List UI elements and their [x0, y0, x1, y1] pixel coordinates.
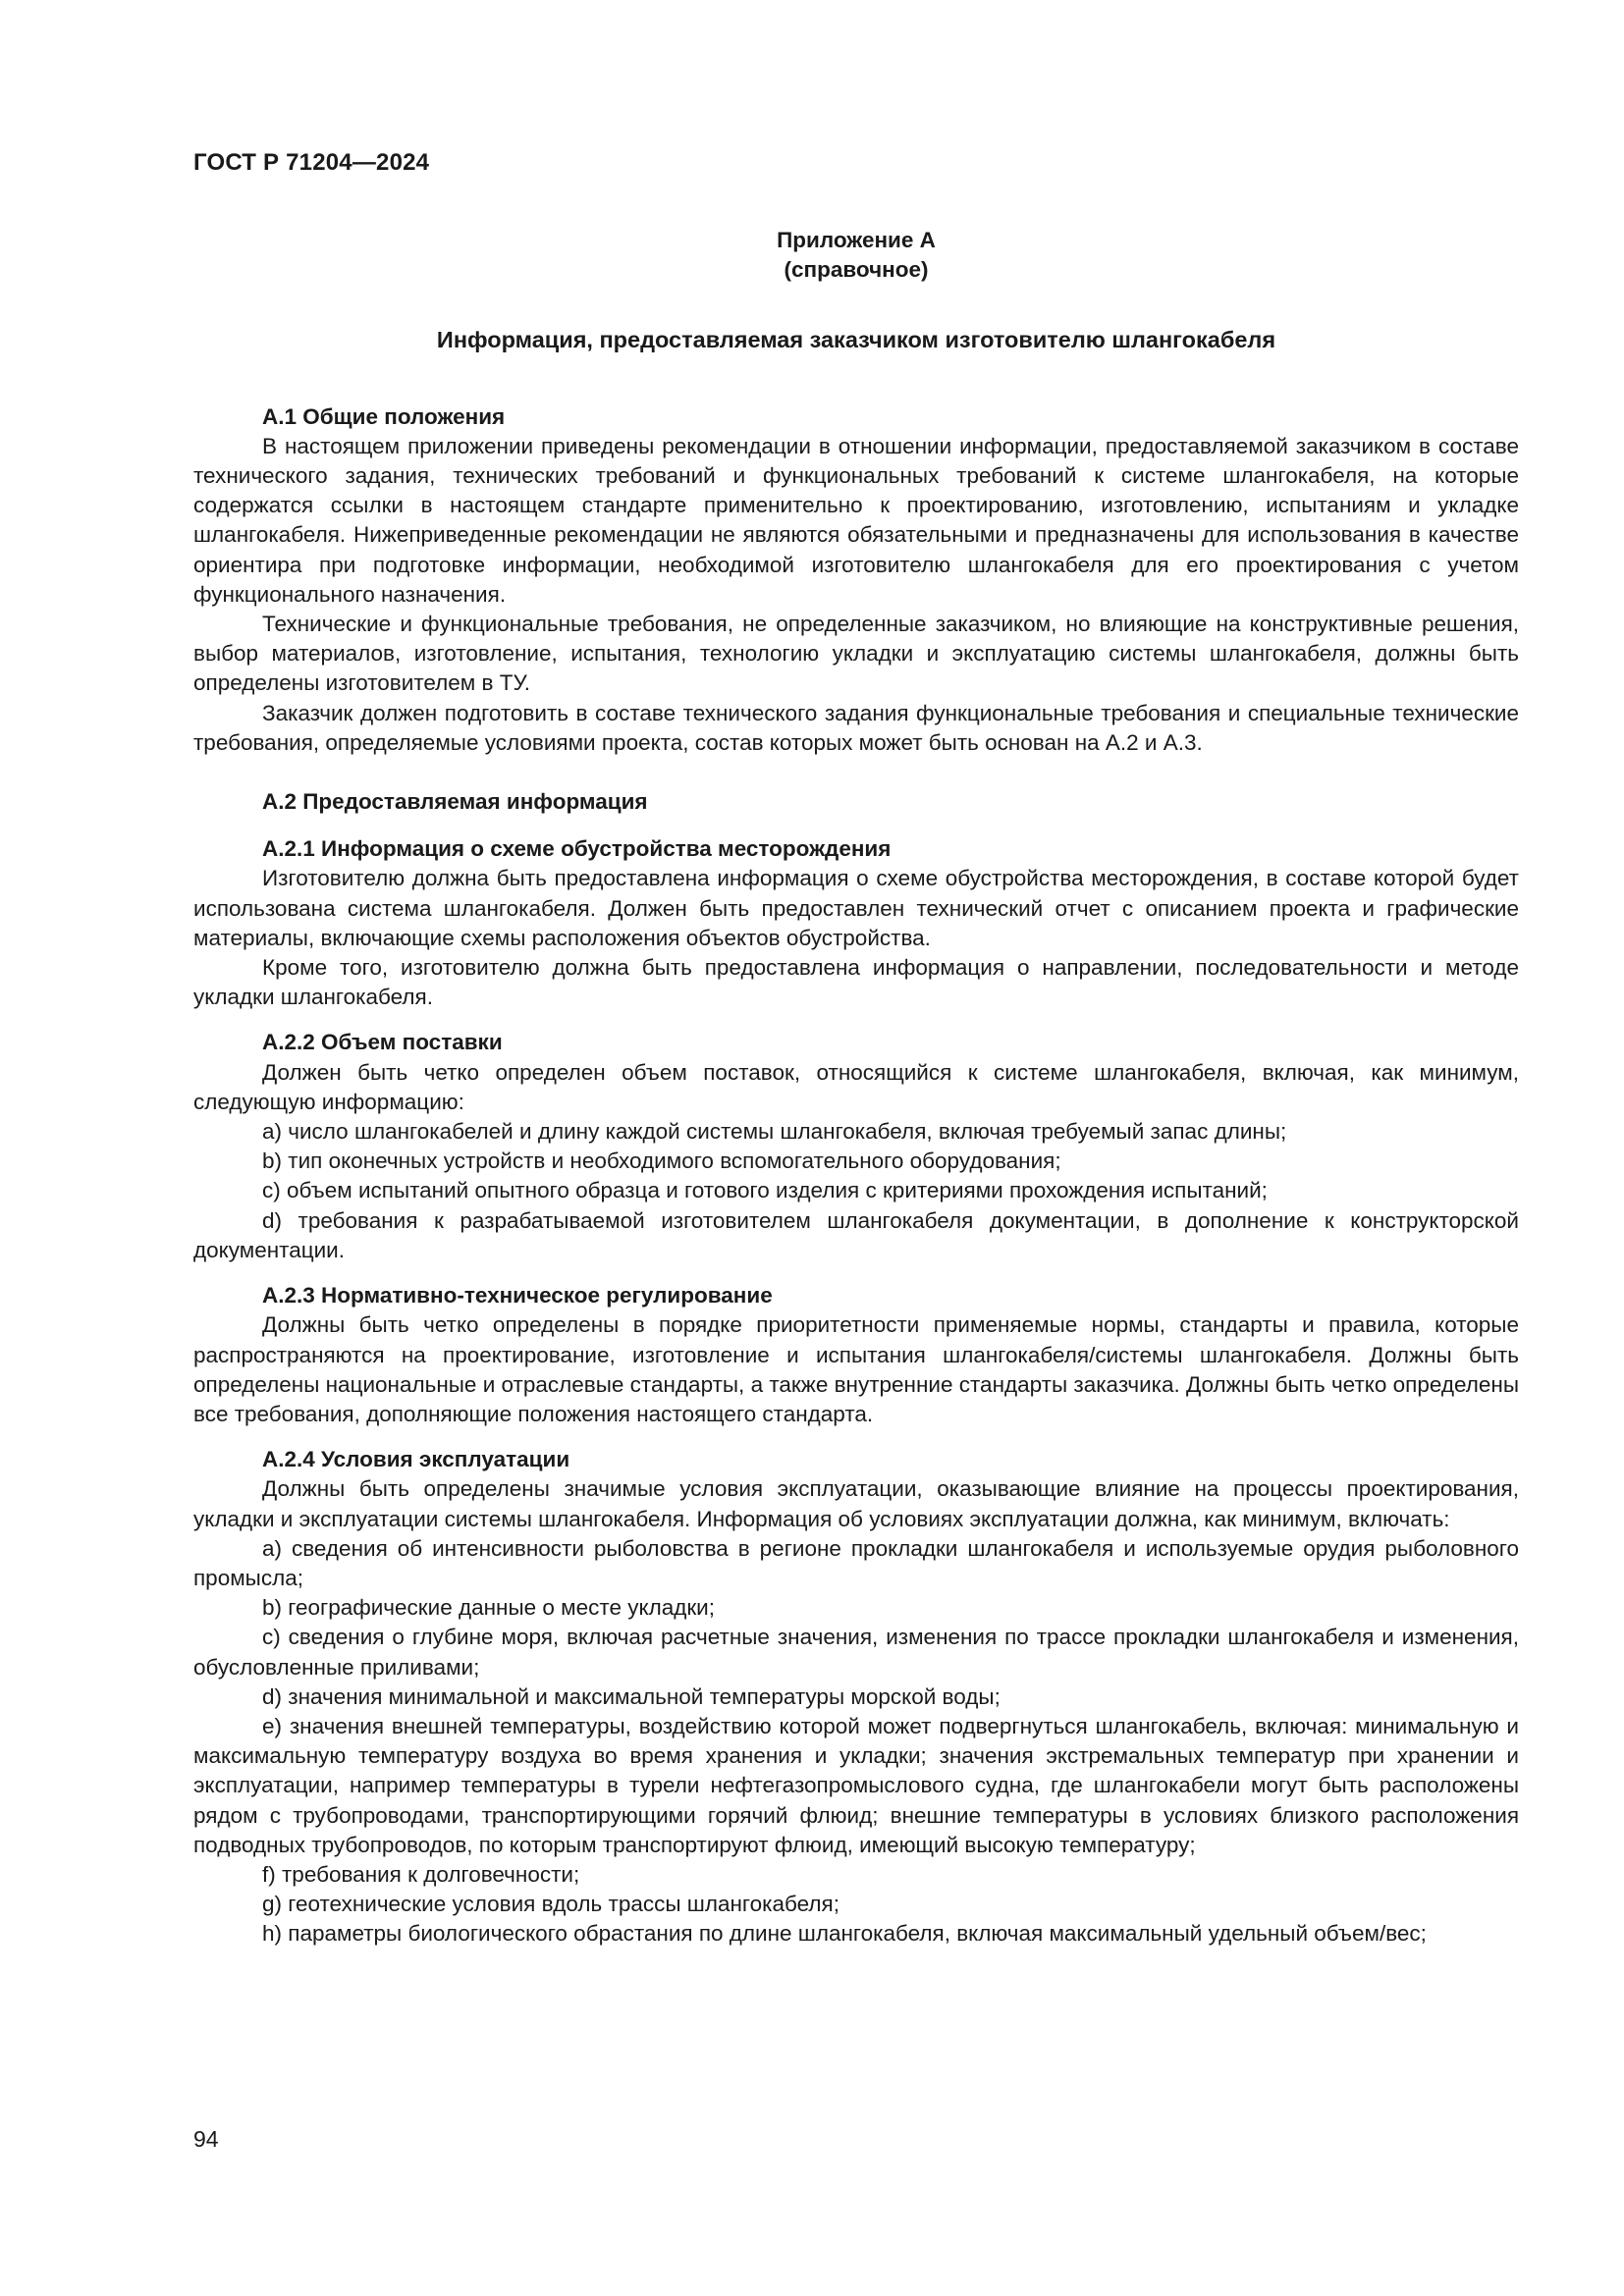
list-item: a) сведения об интенсивности рыболовства в регионе прокладки шлангокабеля и используемые орудия рыболовного промысла;: [193, 1535, 1519, 1590]
subsection-heading-a24: А.2.4 Условия эксплуатации: [262, 1447, 570, 1472]
annex-heading: Информация, предоставляемая заказчиком изготовителю шлангокабеля: [436, 327, 1276, 353]
paragraph: Кроме того, изготовителю должна быть предоставлена информация о направлении, последовательности и методе укладки шлангокабеля.: [193, 955, 1519, 1010]
paragraph: Должны быть четко определены в порядке приоритетности применяемые нормы, стандарты и правила, которые распространяются на проектирование, изготовление и испытания шлангокабеля/системы шлангокабеля. Должны быть определены национальные и отраслевые стандарты, а также внутренние стандарты заказчика. Должны быть четко определены все требования, дополняющие положения настоящего стандарта.: [193, 1312, 1519, 1426]
list-item: d) значения минимальной и максимальной температуры морской воды;: [262, 1683, 1001, 1709]
list-item: h) параметры биологического обрастания по длине шлангокабеля, включая максимальный удельный объем/вес;: [262, 1921, 1427, 1947]
paragraph: Должен быть четко определен объем поставок, относящийся к системе шлангокабеля, включая, как минимум, следующую информацию:: [193, 1059, 1519, 1114]
list-item: b) географические данные о месте укладки;: [262, 1595, 715, 1621]
list-item: g) геотехнические условия вдоль трассы шлангокабеля;: [262, 1892, 839, 1917]
paragraph: Технические и функциональные требования, не определенные заказчиком, но влияющие на конструктивные решения, выбор материалов, изготовление, испытания, технологию укладки и эксплуатацию системы шлангокабеля, должны быть определены изготовителем в ТУ.: [193, 612, 1519, 696]
paragraph: Должны быть определены значимые условия эксплуатации, оказывающие влияние на процессы проектирования, укладки и эксплуатации системы шлангокабеля. Информация об условиях эксплуатации должна, как минимум, включать:: [193, 1476, 1519, 1531]
list-item: a) число шлангокабелей и длину каждой системы шлангокабеля, включая требуемый запас длины;: [262, 1119, 1287, 1145]
list-item: c) сведения о глубине моря, включая расчетные значения, изменения по трассе прокладки шлангокабеля и изменения, обусловленные приливами;: [193, 1625, 1519, 1680]
document-header: ГОСТ Р 71204—2024: [193, 149, 430, 176]
list-item: c) объем испытаний опытного образца и готового изделия с критериями прохождения испытаний;: [262, 1178, 1268, 1203]
section-heading-a1: А.1 Общие положения: [262, 403, 506, 429]
annex-status: (справочное): [784, 257, 929, 283]
list-item: e) значения внешней температуры, воздействию которой может подвергнуться шлангокабель, включая: минимальную и максимальную температуру воздуха во время хранения и укладки; значения экстремальных температур при хранении и эксплуатации, например температуры в турели нефтегазопромыслового судна, где шлангокабели могут быть расположены рядом с трубопроводами, транспортирующими горячий флюид; внешние температуры в условиях близкого расположения подводных трубопроводов, по которым транспортируют флюид, имеющий высокую температуру;: [193, 1713, 1519, 1857]
document-body: [193, 226, 1519, 1949]
section-heading-a2: А.2 Предоставляемая информация: [262, 789, 648, 815]
page-number: 94: [193, 2126, 219, 2152]
list-item: d) требования к разрабатываемой изготовителем шлангокабеля документации, в дополнение к конструкторской документации.: [193, 1207, 1519, 1262]
subsection-heading-a23: А.2.3 Нормативно-техническое регулирование: [262, 1283, 773, 1308]
paragraph: Заказчик должен подготовить в составе технического задания функциональные требования и специальные технические требования, определяемые условиями проекта, состав которых может быть основан на А.2 и А.3.: [193, 700, 1519, 755]
subsection-heading-a21: А.2.1 Информация о схеме обустройства месторождения: [262, 836, 892, 862]
subsection-heading-a22: А.2.2 Объем поставки: [262, 1030, 503, 1055]
list-item: b) тип оконечных устройств и необходимого вспомогательного оборудования;: [262, 1148, 1061, 1174]
list-item: f) требования к долговечности;: [262, 1861, 580, 1887]
annex-title: Приложение А: [777, 228, 936, 252]
paragraph: Изготовителю должна быть предоставлена информация о схеме обустройства месторождения, в составе которой будет использована система шлангокабеля. Должен быть предоставлен технический отчет с описанием проекта и графические материалы, включающие схемы расположения объектов обустройства.: [193, 866, 1519, 950]
paragraph: В настоящем приложении приведены рекомендации в отношении информации, предоставляемой заказчиком в составе технического задания, технических требований и функциональных требований к системе шлангокабеля, на которые содержатся ссылки в настоящем стандарте применительно к проектированию, изготовлению, испытаниям и укладке шлангокабеля. Нижеприведенные рекомендации не являются обязательными и предназначены для использования в качестве ориентира при подготовке информации, необходимой изготовителю шлангокабеля для его проектирования с учетом функционального назначения.: [193, 433, 1519, 607]
